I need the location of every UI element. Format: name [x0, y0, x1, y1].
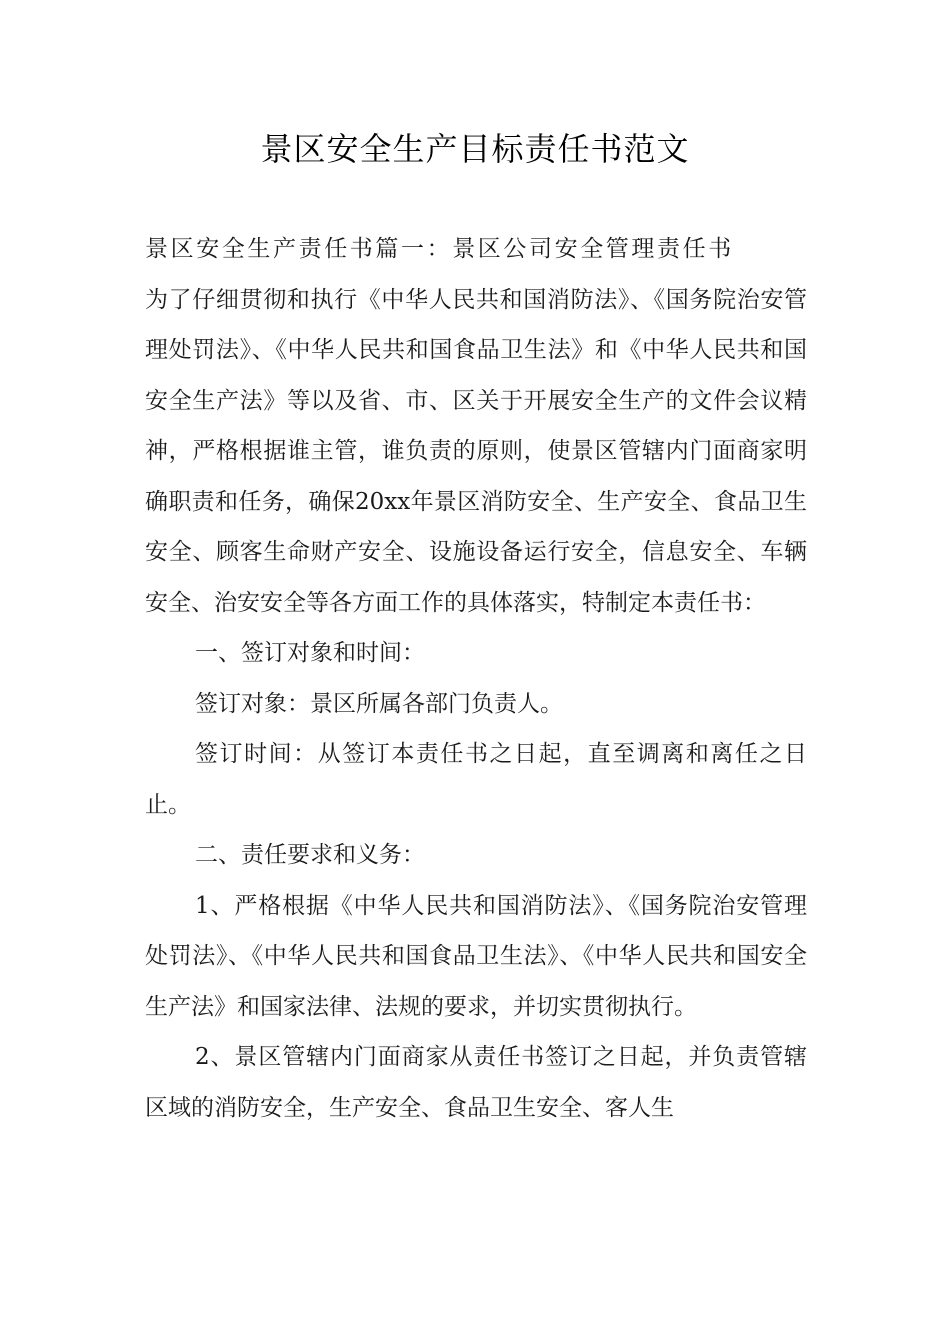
- paragraph-item-1: 1、严格根据《中华人民共和国消防法》、《国务院治安管理处罚法》、《中华人民共和国食品卫生法》、《中华人民共和国安全生产法》和国家法律、法规的要求，并切实贯彻执行。: [145, 892, 807, 1020]
- paragraph-item-2: 2、景区管辖内门面商家从责任书签订之日起，并负责管辖区域的消防安全，生产安全、食品卫生安全、客人生: [145, 1044, 807, 1121]
- document-title: 景区安全生产目标责任书范文: [260, 130, 690, 168]
- document-body: [145, 224, 807, 1133]
- section-heading-1: 一、签订对象和时间：: [195, 640, 425, 666]
- paragraph-sign-target: 签订对象：景区所属各部门负责人。: [195, 690, 563, 717]
- paragraph-preamble: 为了仔细贯彻和执行《中华人民共和国消防法》、《国务院治安管理处罚法》、《中华人民共和国食品卫生法》和《中华人民共和国安全生产法》等以及省、市、区关于开展安全生产的文件会议精神，严格根据谁主管，谁负责的原则，使景区管辖内门面商家明确职责和任务，确保20xx年景区消防安全、生产安全、食品卫生安全、顾客生命财产安全、设施设备运行安全，信息安全、车辆安全、治安安全等各方面工作的具体落实，特制定本责任书：: [145, 286, 807, 616]
- section-heading-2: 二、责任要求和义务：: [195, 842, 425, 868]
- paragraph-sign-time: 签订时间：从签订本责任书之日起，直至调离和离任之日止。: [145, 741, 807, 818]
- paragraph-heading: 景区安全生产责任书篇一：景区公司安全管理责任书: [145, 236, 734, 262]
